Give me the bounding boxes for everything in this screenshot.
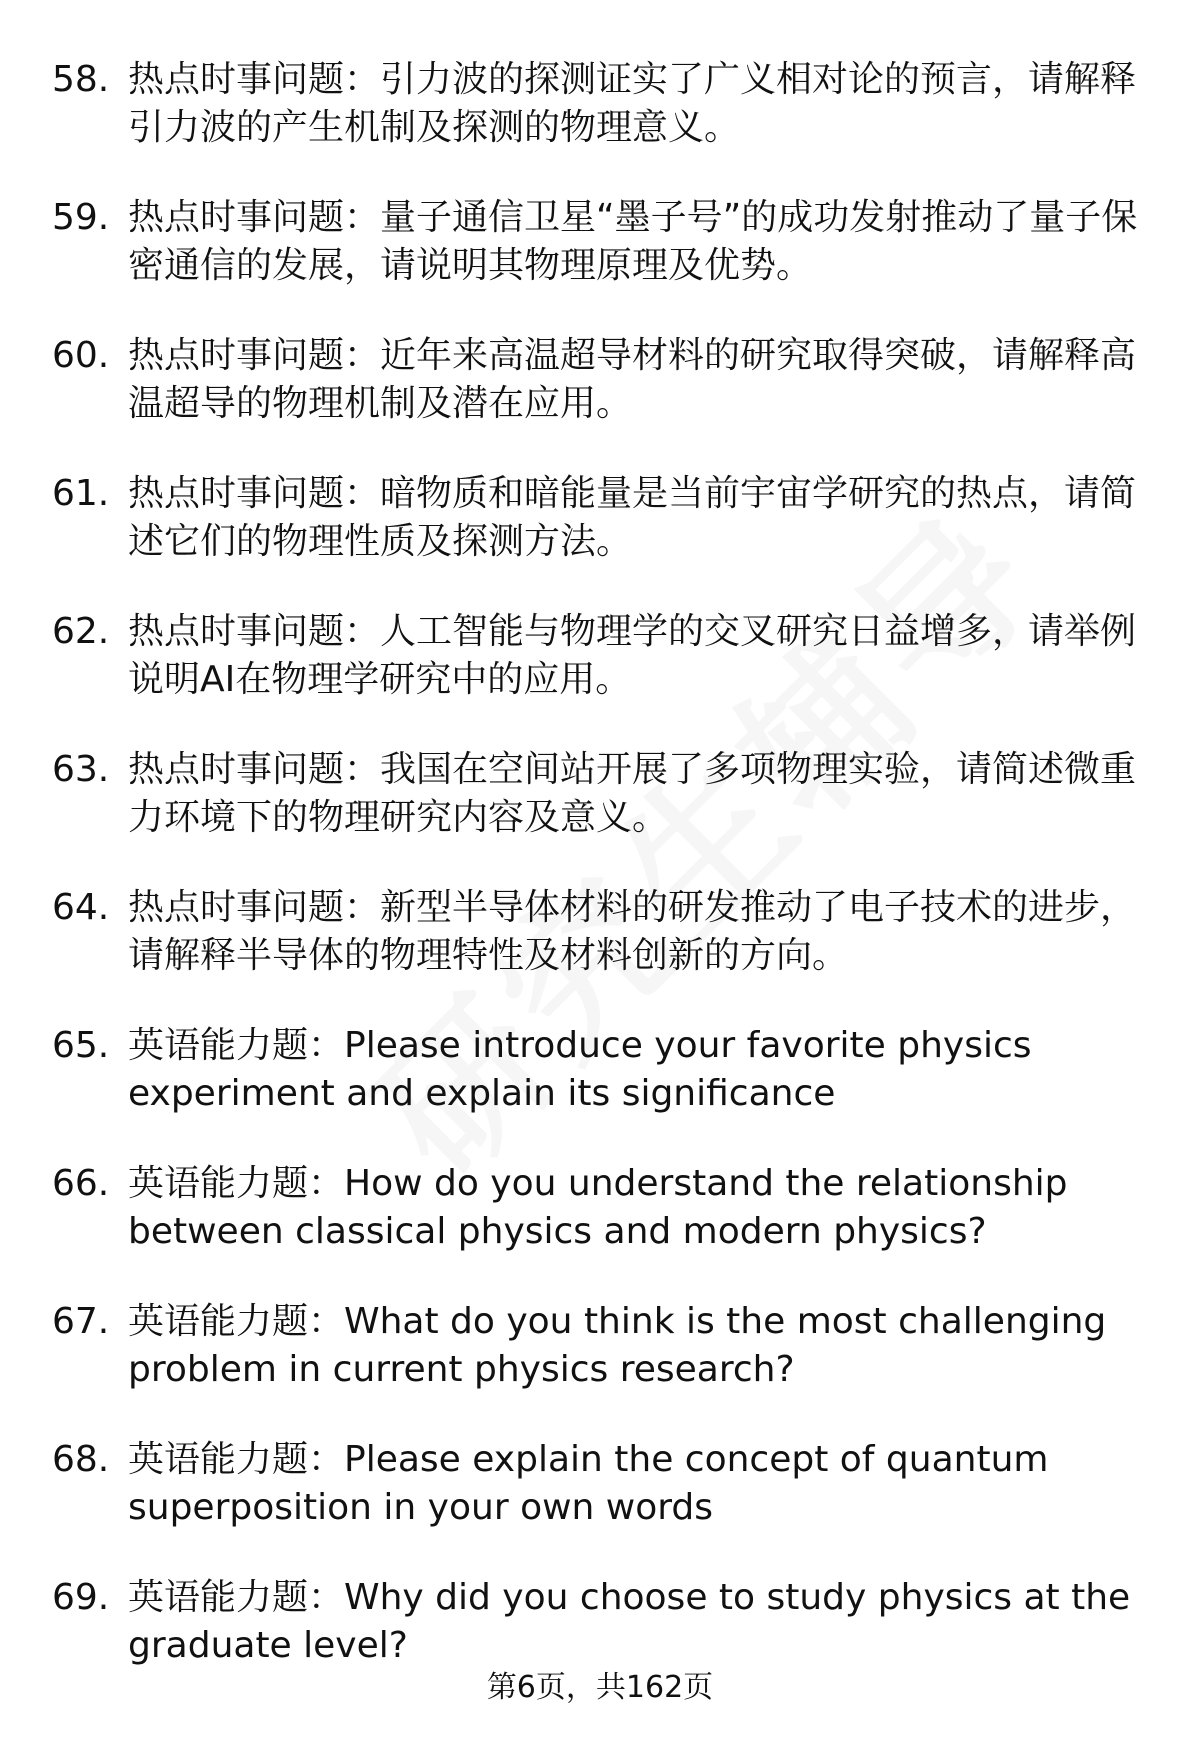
question-text: 英语能力题：How do you understand the relationship between classical physics and modern physics? (128, 1163, 1068, 1252)
question-text: 英语能力题：What do you think is the most challenging problem in current physics research? (128, 1301, 1107, 1390)
question-number: 62. (52, 611, 110, 652)
question-item-61 (52, 470, 1152, 566)
page-number-footer: 第6页，共162页 (486, 1670, 714, 1705)
question-item-69 (52, 1574, 1152, 1670)
question-number: 59. (52, 197, 110, 238)
question-item-65 (52, 1022, 1152, 1118)
question-number: 69. (52, 1577, 110, 1618)
question-number: 60. (52, 335, 110, 376)
question-number: 67. (52, 1301, 110, 1342)
question-item-64 (52, 884, 1152, 980)
question-text: 热点时事问题：新型半导体材料的研发推动了电子技术的进步，请解释半导体的物理特性及材料创新的方向。 (128, 887, 1137, 976)
question-text: 英语能力题：Please explain the concept of quantum superposition in your own words (128, 1439, 1049, 1528)
question-item-62 (52, 608, 1152, 704)
question-number: 64. (52, 887, 110, 928)
question-number: 63. (52, 749, 110, 790)
question-item-58 (52, 56, 1152, 152)
question-item-67 (52, 1298, 1152, 1394)
question-text: 热点时事问题：暗物质和暗能量是当前宇宙学研究的热点，请简述它们的物理性质及探测方法。 (128, 473, 1137, 562)
question-item-60 (52, 332, 1152, 428)
question-item-68 (52, 1436, 1152, 1532)
question-text: 英语能力题：Please introduce your favorite physics experiment and explain its significance (128, 1025, 1032, 1114)
question-number: 58. (52, 59, 110, 100)
question-number: 66. (52, 1163, 110, 1204)
question-number: 65. (52, 1025, 110, 1066)
question-text: 热点时事问题：我国在空间站开展了多项物理实验，请简述微重力环境下的物理研究内容及意义。 (128, 749, 1137, 838)
question-item-66 (52, 1160, 1152, 1256)
question-item-59 (52, 194, 1152, 290)
question-text: 热点时事问题：人工智能与物理学的交叉研究日益增多，请举例说明AI在物理学研究中的应用。 (128, 611, 1137, 700)
question-text: 热点时事问题：量子通信卫星“墨子号”的成功发射推动了量子保密通信的发展，请说明其物理原理及优势。 (128, 197, 1138, 286)
question-text: 英语能力题：Why did you choose to study physics at the graduate level? (128, 1577, 1131, 1666)
question-text: 热点时事问题：近年来高温超导材料的研究取得突破，请解释高温超导的物理机制及潜在应用。 (128, 335, 1137, 424)
question-number: 68. (52, 1439, 110, 1480)
question-number: 61. (52, 473, 110, 514)
question-list (52, 56, 1152, 1712)
question-text: 热点时事问题：引力波的探测证实了广义相对论的预言，请解释引力波的产生机制及探测的物理意义。 (128, 59, 1137, 148)
question-item-63 (52, 746, 1152, 842)
